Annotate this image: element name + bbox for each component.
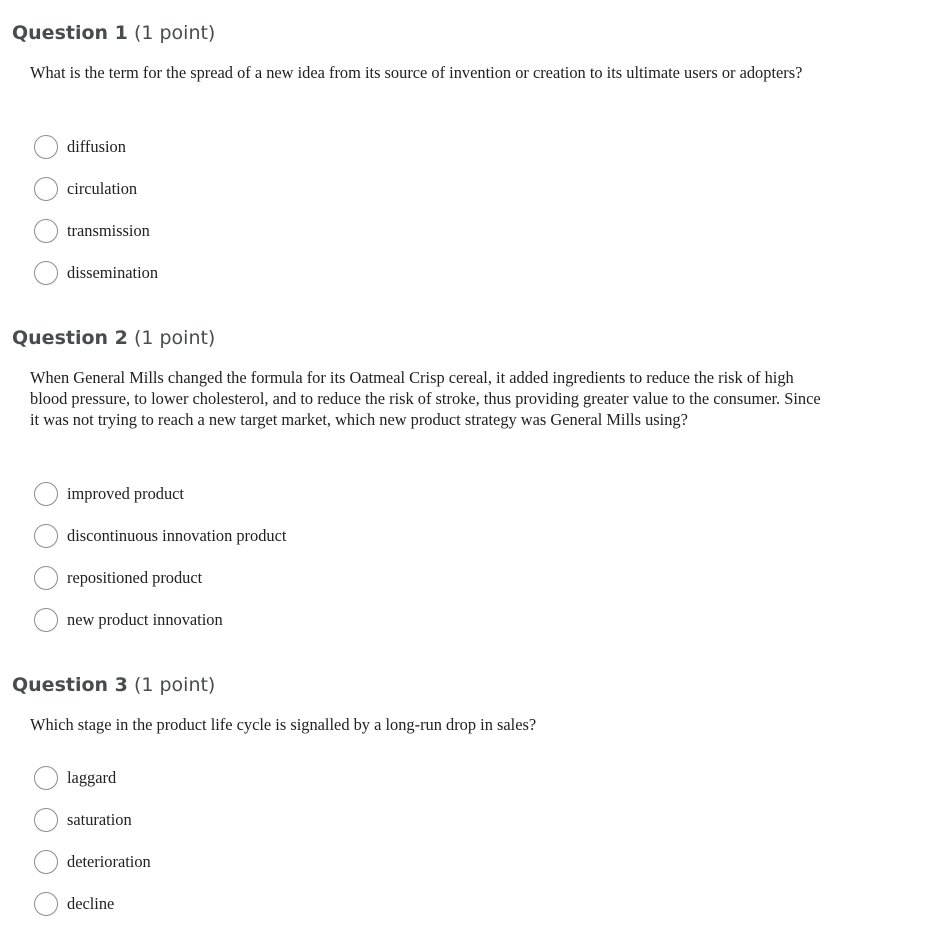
question-header	[12, 673, 215, 697]
radio-button-icon[interactable]	[34, 608, 58, 632]
radio-button-icon[interactable]	[34, 850, 58, 874]
radio-button-icon[interactable]	[34, 219, 58, 243]
answer-label[interactable]: diffusion	[67, 137, 126, 156]
question-text: Which stage in the product life cycle is signalled by a long-run drop in sales?	[30, 715, 537, 734]
answer-label[interactable]: laggard	[67, 768, 117, 787]
answer-label[interactable]: saturation	[67, 810, 132, 829]
answer-label[interactable]: discontinuous innovation product	[67, 526, 287, 545]
question-points: (1 point)	[133, 327, 216, 349]
question-title: Question 2	[12, 327, 128, 349]
answer-label[interactable]: circulation	[67, 179, 138, 198]
question-title: Question 3	[12, 674, 128, 696]
radio-button-icon[interactable]	[34, 482, 58, 506]
radio-button-icon[interactable]	[34, 261, 58, 285]
question-header	[12, 326, 215, 350]
answer-label[interactable]: repositioned product	[67, 568, 203, 587]
radio-button-icon[interactable]	[34, 177, 58, 201]
question-text: What is the term for the spread of a new idea from its source of invention or creation to its ultimate users or adopters?	[30, 63, 803, 82]
answer-label[interactable]: transmission	[67, 221, 150, 240]
answer-label[interactable]: new product innovation	[67, 610, 223, 629]
answer-label[interactable]: decline	[67, 894, 115, 913]
radio-button-icon[interactable]	[34, 808, 58, 832]
question-header	[12, 21, 215, 45]
radio-button-icon[interactable]	[34, 566, 58, 590]
answer-label[interactable]: improved product	[67, 484, 184, 503]
question-points: (1 point)	[133, 22, 216, 44]
question-title: Question 1	[12, 22, 128, 44]
question-text: When General Mills changed the formula for its Oatmeal Crisp cereal, it added ingredients to reduce the risk of high blood pressure, to lower cholesterol, and to reduce the risk of stroke, thus providing greater value to the consumer. Since it was not trying to reach a new target market, which new product strategy was General Mills using?	[30, 368, 821, 429]
radio-button-icon[interactable]	[34, 524, 58, 548]
answer-label[interactable]: dissemination	[67, 263, 159, 282]
radio-button-icon[interactable]	[34, 892, 58, 916]
answer-label[interactable]: deterioration	[67, 852, 151, 871]
radio-button-icon[interactable]	[34, 766, 58, 790]
question-points: (1 point)	[133, 674, 216, 696]
radio-button-icon[interactable]	[34, 135, 58, 159]
